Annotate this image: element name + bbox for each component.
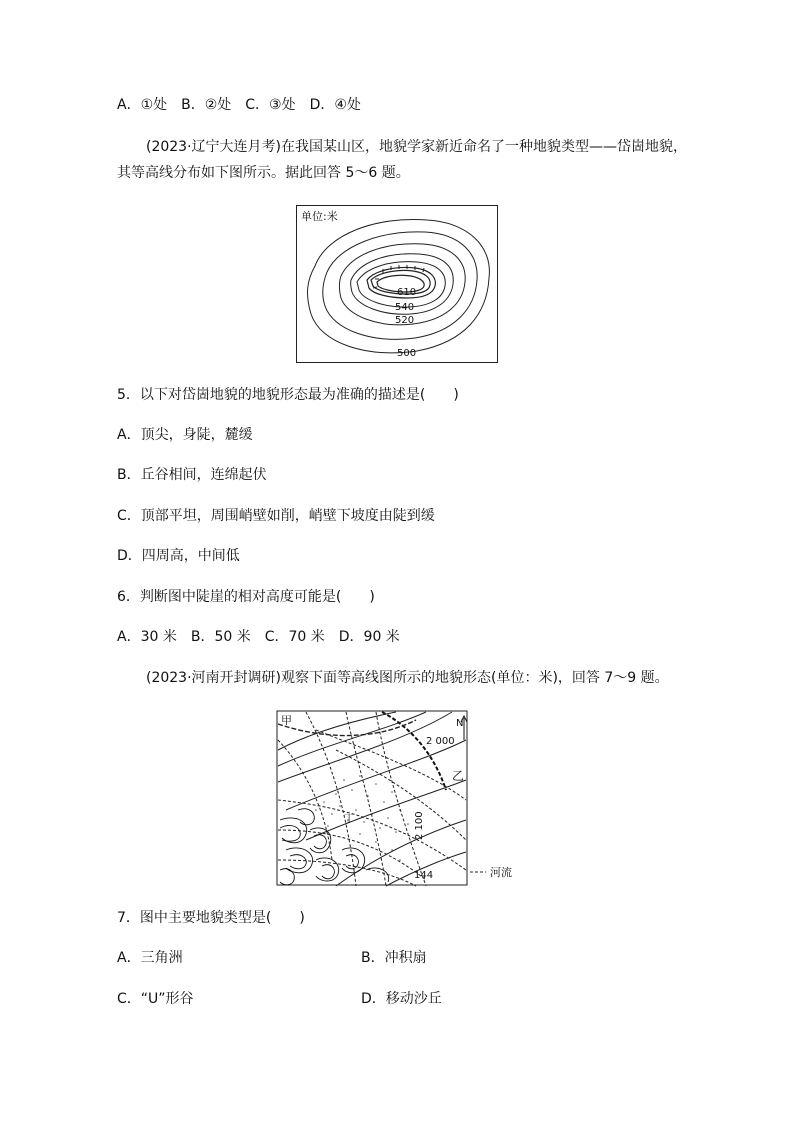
q7-option-b: B．冲积扇 bbox=[361, 950, 427, 966]
q5-option-c: C．顶部平坦，周围峭壁如削，峭壁下坡度由陡到缓 bbox=[117, 508, 435, 524]
contour-540 bbox=[357, 262, 445, 307]
label-n: N bbox=[456, 718, 464, 729]
q5-option-a: A．顶尖，身陡，麓缓 bbox=[117, 427, 253, 443]
label-2000: 2 000 bbox=[426, 736, 455, 747]
label-540: 540 bbox=[395, 302, 415, 313]
q5-option-d: D．四周高，中间低 bbox=[117, 548, 240, 564]
contour-map-daigu bbox=[296, 205, 498, 363]
label-ding: 丁 bbox=[344, 814, 354, 825]
unit-label: 单位:米 bbox=[301, 210, 338, 223]
label-500: 500 bbox=[397, 348, 417, 359]
q7-option-d: D．移动沙丘 bbox=[361, 991, 442, 1007]
label-144: 144 bbox=[414, 870, 434, 881]
q6-options: A．30 米 B．50 米 C．70 米 D．90 米 bbox=[117, 629, 400, 645]
q7-option-c: C．“U”形谷 bbox=[117, 991, 194, 1007]
label-yi: 乙 bbox=[452, 769, 465, 783]
label-520: 520 bbox=[395, 315, 415, 326]
intro-7-9: (2023·河南开封调研)观察下面等高线图所示的地貌形态(单位：米)，回答 7～9 题。 bbox=[146, 670, 669, 686]
q7-option-a: A．三角洲 bbox=[117, 950, 183, 966]
q7-stem: 7．图中主要地貌类型是( ) bbox=[117, 910, 305, 926]
contour-map-fan bbox=[276, 710, 516, 888]
q4-options: A．①处 B．②处 C．③处 D．④处 bbox=[117, 97, 361, 113]
label-river: 河流 bbox=[490, 866, 512, 879]
intro-5-6-line2: 其等高线分布如下图所示。据此回答 5～6 题。 bbox=[117, 165, 410, 181]
q5-option-b: B．丘谷相间，连绵起伏 bbox=[117, 467, 267, 483]
q5-stem: 5．以下对岱崮地貌的地貌形态最为准确的描述是( ) bbox=[117, 387, 459, 403]
q6-stem: 6．判断图中陡崖的相对高度可能是( ) bbox=[117, 589, 375, 605]
intro-5-6-line1: (2023·辽宁大连月考)在我国某山区，地貌学家新近命名了一种地貌类型——岱崮地貌， bbox=[146, 139, 688, 155]
label-2100: 2 100 bbox=[414, 811, 425, 840]
label-610: 610 bbox=[397, 287, 417, 298]
label-jia: 甲 bbox=[281, 714, 292, 727]
